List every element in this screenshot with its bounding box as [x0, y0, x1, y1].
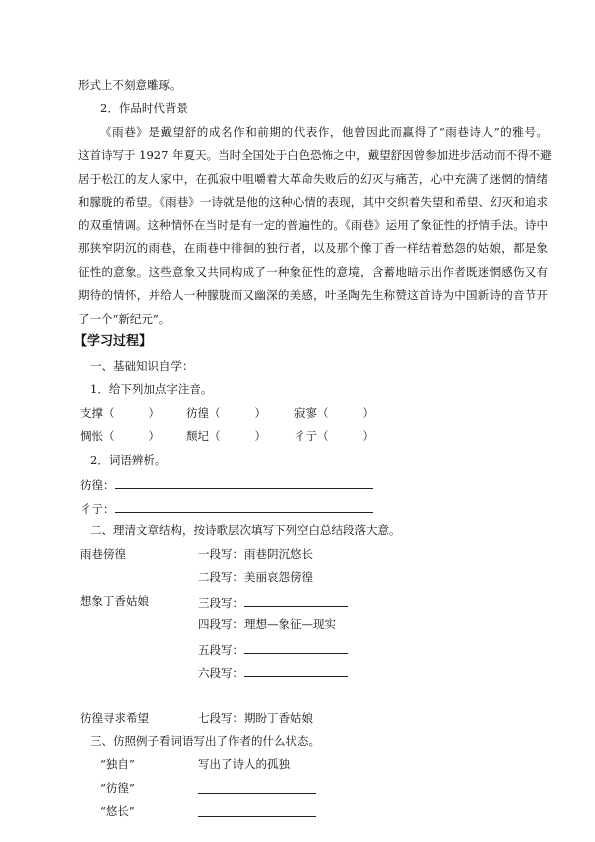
word-example: “悠长” [100, 804, 135, 818]
paragraph-line: 的双重情调。这种情怀在当时是有一定的普遍性的。《雨巷》运用了象征性的抒情手法。诗中 [78, 218, 548, 232]
question-label: 1．给下列加点字注音。 [90, 382, 213, 396]
paragraph-line: 了一个“新纪元”。 [78, 312, 171, 326]
paren-close: ） [148, 406, 160, 420]
answer-blank[interactable] [244, 641, 348, 654]
section-text: 理想—象征—现实 [244, 617, 336, 631]
section-label: 一段写： [198, 547, 244, 561]
answer-blank[interactable] [115, 476, 373, 489]
pinyin-item[interactable] [186, 429, 266, 443]
section-text: 美丽哀怨傍徨 [244, 570, 313, 584]
pinyin-item[interactable] [80, 406, 160, 420]
section-label: 五段写： [198, 643, 244, 657]
answer-row[interactable] [198, 781, 316, 797]
section-label: 六段写： [198, 666, 244, 680]
paragraph-line: 和朦胧的希望。《雨巷》一诗就是他的这种心情的表现，其中交织着失望和希望、幻灭和追求 [78, 195, 548, 209]
word-example: “独自” [100, 757, 135, 771]
paren-close: ） [254, 406, 266, 420]
paragraph-line: 居于松江的友人家中，在孤寂中咀嚼着大革命失败后的幻灭与痛苦，心中充满了迷惘的情绪 [78, 172, 548, 186]
answer-blank[interactable] [244, 664, 348, 677]
structure-group-label: 雨巷傍徨 [80, 547, 126, 561]
paren-close: ） [254, 429, 266, 443]
pinyin-item[interactable] [294, 406, 374, 420]
section-heading: 2．作品时代背景 [100, 101, 188, 115]
pinyin-word: 彳亍（ [294, 429, 329, 443]
answer-row[interactable] [198, 804, 316, 820]
paragraph-line: 征性的意象。这些意象又共同构成了一种象征性的意境，含蓄地暗示出作者既迷惘感伤又有 [78, 265, 548, 279]
paren-close: ） [362, 406, 374, 420]
structure-section [198, 617, 336, 631]
structure-section [198, 711, 313, 725]
section-text: 期盼丁香姑娘 [244, 711, 313, 725]
word-example: “彷徨” [100, 781, 135, 795]
term-row[interactable] [80, 476, 373, 492]
part-heading: 三、仿照例子看词语写出了作者的什么状态。 [90, 734, 320, 748]
structure-group-label: 彷徨寻求希望 [80, 711, 149, 725]
paren-close: ） [362, 429, 374, 443]
paragraph-line: 这首诗写于 1927 年夏天。当时全国处于白色恐怖之中，戴望舒因曾参加进步活动而不得不避 [78, 148, 552, 162]
structure-group-label: 想象丁香姑娘 [80, 594, 149, 608]
term-row[interactable] [80, 500, 373, 516]
answer-blank[interactable] [115, 500, 373, 513]
term-label: 彷徨： [80, 478, 115, 492]
section-label: 二段写： [198, 570, 244, 584]
structure-section [198, 570, 313, 584]
paragraph-line: 那狭窄阴沉的雨巷，在雨巷中徘徊的独行者，以及那个像丁香一样结着愁怨的姑娘，都是象 [78, 241, 548, 255]
paren-close: ） [148, 429, 160, 443]
term-label: 彳亍： [80, 502, 115, 516]
paragraph-line: 《雨巷》是戴望舒的成名作和前期的代表作，他曾因此而赢得了“雨巷诗人”的雅号。 [100, 125, 548, 139]
paragraph-line: 期待的情怀，并给人一种朦胧而又幽深的美感，叶圣陶先生称赞这首诗为中国新诗的音节开 [78, 288, 548, 302]
question-label: 2．词语辨析。 [90, 453, 167, 467]
pinyin-word: 惆怅（ [80, 429, 115, 443]
answer-blank[interactable] [198, 781, 316, 794]
structure-section[interactable] [198, 641, 348, 657]
pinyin-item[interactable] [186, 406, 266, 420]
part-heading: 一、基础知识自学： [90, 359, 194, 373]
pinyin-word: 彷徨（ [186, 406, 221, 420]
word-answer: 写出了诗人的孤独 [198, 757, 290, 771]
structure-section [198, 547, 313, 561]
pinyin-item[interactable] [80, 429, 160, 443]
section-label: 四段写： [198, 617, 244, 631]
part-heading: 二、理清文章结构，按诗歌层次填写下列空白总结段落大意。 [90, 523, 401, 537]
section-label: 七段写： [198, 711, 244, 725]
section-text: 雨巷阴沉悠长 [244, 547, 313, 561]
pinyin-item[interactable] [294, 429, 374, 443]
pinyin-word: 支撑（ [80, 406, 115, 420]
text-line: 形式上不刻意雕琢。 [78, 78, 182, 92]
pinyin-word: 颓圮（ [186, 429, 221, 443]
page-section-title: 【学习过程】 [74, 334, 153, 349]
structure-section[interactable] [198, 664, 348, 680]
pinyin-word: 寂寥（ [294, 406, 329, 420]
section-label: 三段写： [198, 596, 244, 610]
answer-blank[interactable] [244, 594, 348, 607]
answer-blank[interactable] [198, 804, 316, 817]
structure-section[interactable] [198, 594, 348, 610]
